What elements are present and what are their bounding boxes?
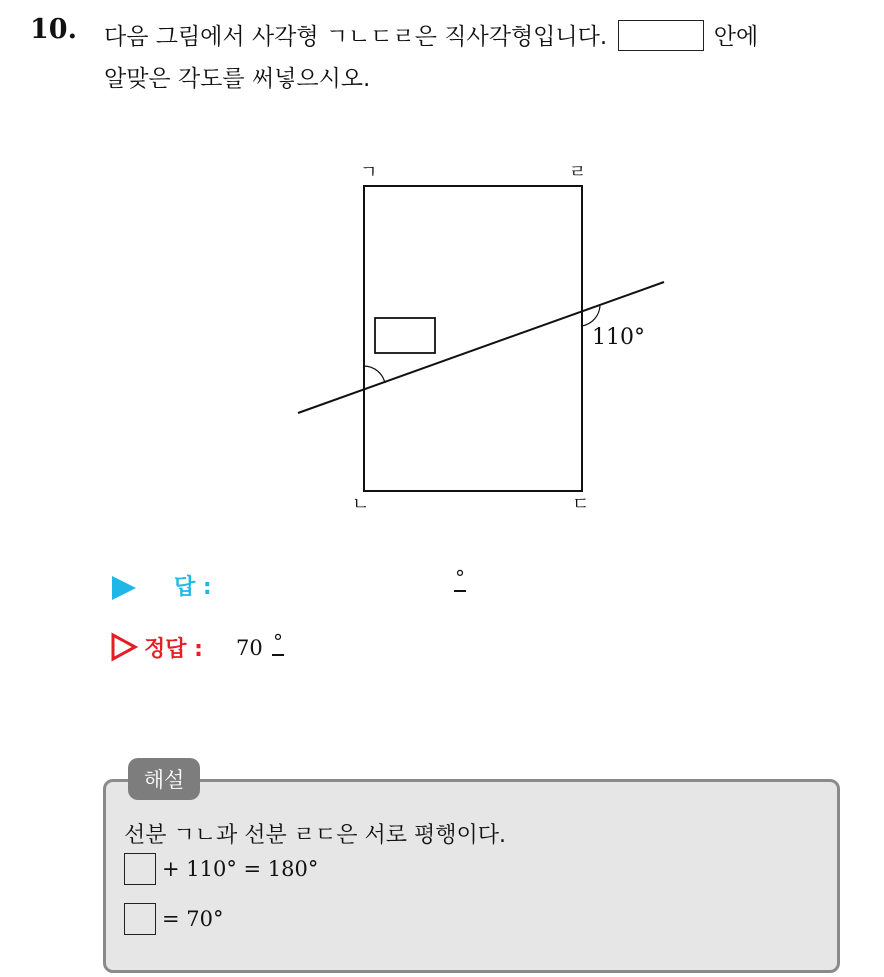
correct-triangle-icon bbox=[110, 632, 138, 662]
question-text-line2: 알맞은 각도를 써넣으시오. bbox=[104, 66, 371, 92]
correct-answer-label: 정답 : bbox=[144, 637, 203, 662]
explanation-text: 선분 ㄱㄴ과 선분 ㄹㄷ은 서로 평행이다. bbox=[124, 823, 506, 848]
explanation-equation-2 bbox=[124, 903, 224, 935]
explanation-equation-1 bbox=[124, 853, 318, 885]
correct-answer-value: 70 bbox=[236, 636, 263, 660]
correct-answer-degree: ° bbox=[273, 630, 283, 654]
question-text-part2: 안에 bbox=[713, 24, 759, 50]
vertex-label-top-right: ㄹ bbox=[569, 162, 587, 183]
answer-degree-blank[interactable]: ° bbox=[455, 566, 465, 590]
equation-1-text: + 110° = 180° bbox=[162, 857, 319, 881]
vertex-label-top-left: ㄱ bbox=[360, 162, 378, 183]
angle-arc-left bbox=[364, 366, 385, 383]
unknown-angle-box bbox=[375, 318, 435, 353]
equation-2-text: = 70° bbox=[162, 907, 224, 931]
equation-blank-box-icon bbox=[124, 853, 156, 885]
explanation-tab: 해설 bbox=[128, 758, 200, 800]
answer-label: 답 : bbox=[174, 575, 212, 600]
rectangle-shape bbox=[364, 186, 582, 491]
question-text-part1: 다음 그림에서 사각형 ㄱㄴㄷㄹ은 직사각형입니다. bbox=[104, 24, 608, 50]
vertex-label-bottom-left: ㄴ bbox=[352, 494, 370, 515]
equation-blank-box-icon bbox=[124, 903, 156, 935]
question-number: 10. bbox=[30, 14, 77, 45]
answer-triangle-icon bbox=[112, 576, 136, 600]
given-angle-label: 110° bbox=[592, 325, 645, 350]
vertex-label-bottom-right: ㄷ bbox=[572, 494, 590, 515]
